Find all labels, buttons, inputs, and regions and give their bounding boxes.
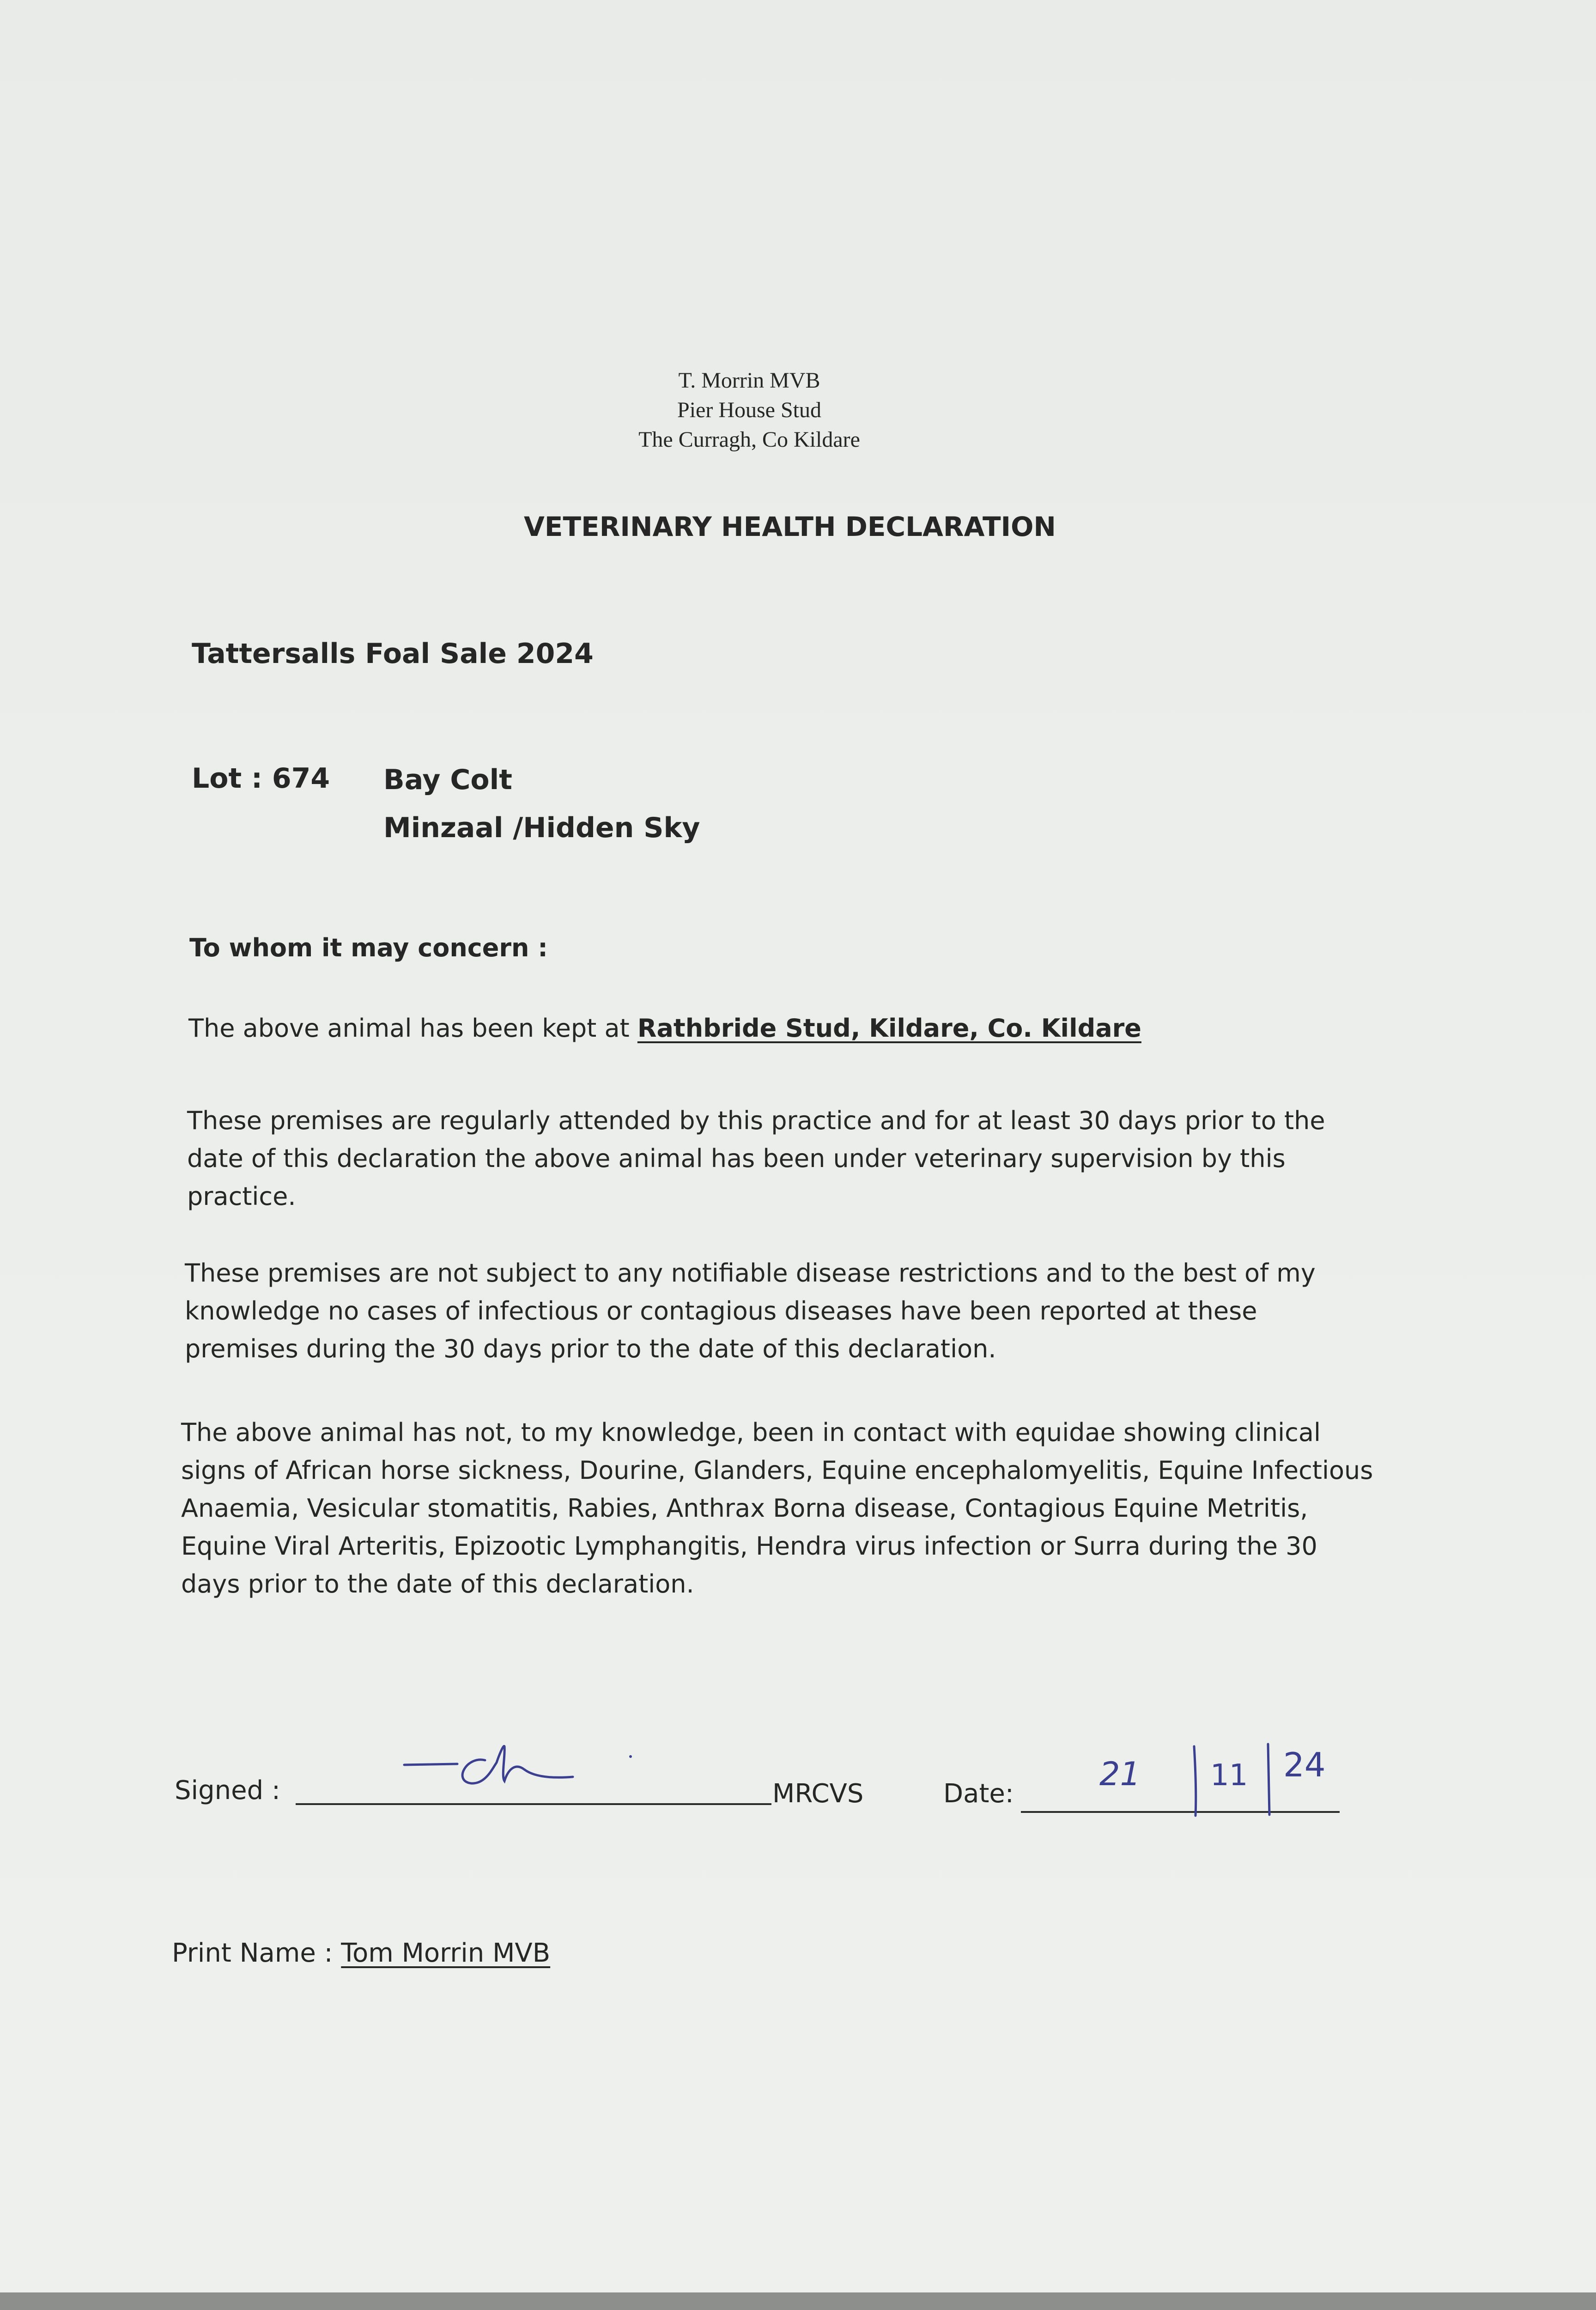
signature-line bbox=[296, 1803, 771, 1805]
kept-at-location: Rathbride Stud, Kildare, Co. Kildare bbox=[637, 1014, 1141, 1043]
paragraph-supervision: These premises are regularly attended by this practice and for at least 30 days prior to the date of this declaration the above animal has been under veterinary supervision by this practice. bbox=[187, 1106, 1325, 1211]
paragraph-contact: The above animal has not, to my knowledge, been in contact with equidae showing clinical signs of African horse sickness, Dourine, Glanders, Equine encephalomyelitis, Equine Infectious Anaemia, Vesicular stomatitis, Rabies, Anthrax Borna disease, Contagious Equine Metritis, Equine Viral Arteritis, Epizootic Lymphangitis, Hendra virus infection or Surra during the 30 days prior to the date of this declaration. bbox=[181, 1418, 1373, 1599]
salutation: To whom it may concern : bbox=[189, 933, 548, 962]
lot-description: Bay Colt bbox=[383, 764, 512, 796]
date-label: Date: bbox=[943, 1779, 1014, 1809]
date-day: 21 bbox=[1099, 1755, 1141, 1793]
kept-at-prefix: The above animal has been kept at bbox=[188, 1014, 637, 1043]
date-line bbox=[1021, 1811, 1340, 1813]
letterhead-name: T. Morrin MVB bbox=[678, 368, 820, 393]
paragraph-restrictions: These premises are not subject to any notifiable disease restrictions and to the best of my knowledge no cases of infectious or contagious diseases have been reported at these premises during the 30 days prior to the date of this declaration. bbox=[185, 1258, 1316, 1363]
date-year: 24 bbox=[1283, 1745, 1326, 1784]
signed-label: Signed : bbox=[175, 1775, 280, 1805]
lot-pedigree: Minzaal /Hidden Sky bbox=[383, 812, 700, 844]
letterhead-address: The Curragh, Co Kildare bbox=[638, 427, 860, 452]
kept-at-line bbox=[188, 1009, 1141, 1047]
letterhead-stud: Pier House Stud bbox=[677, 398, 821, 422]
sale-name: Tattersalls Foal Sale 2024 bbox=[192, 638, 594, 670]
signature-scribble bbox=[397, 1737, 637, 1797]
mrcvs-suffix: MRCVS bbox=[772, 1779, 864, 1809]
print-name-value: Tom Morrin MVB bbox=[341, 1938, 551, 1968]
date-month: 11 bbox=[1210, 1758, 1248, 1793]
print-name-label: Print Name : bbox=[172, 1938, 341, 1968]
desk-edge bbox=[0, 2292, 1596, 2310]
document-title: VETERINARY HEALTH DECLARATION bbox=[524, 511, 1056, 542]
lot-number: Lot : 674 bbox=[192, 762, 330, 795]
print-name-line bbox=[172, 1935, 550, 1972]
